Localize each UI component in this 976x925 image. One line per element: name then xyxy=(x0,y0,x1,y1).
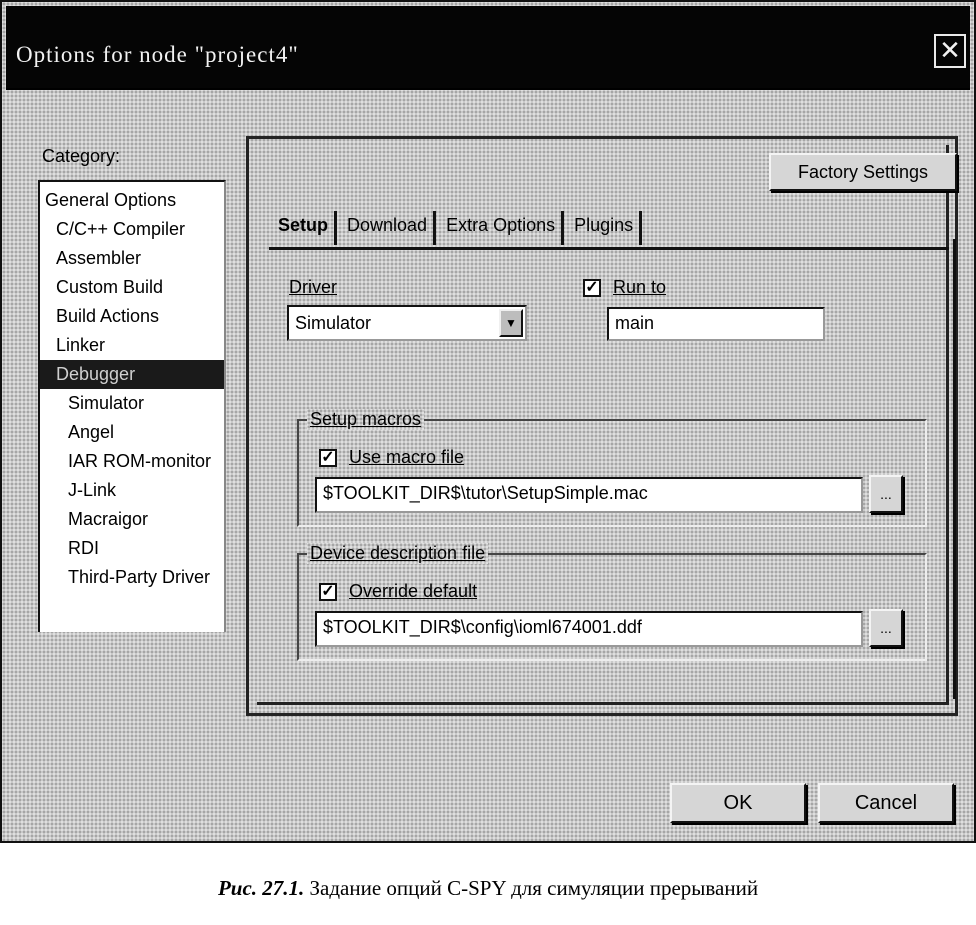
setup-macros-group xyxy=(297,409,927,527)
macro-browse-button[interactable]: ... xyxy=(869,475,903,513)
category-item-third-party-driver[interactable]: Third-Party Driver xyxy=(68,567,211,587)
category-item-simulator[interactable]: Simulator xyxy=(68,393,145,413)
category-item-linker[interactable]: Linker xyxy=(56,335,106,355)
caption-text: Задание опций C-SPY для симуляции прерываний xyxy=(309,876,759,900)
dialog-body xyxy=(6,88,970,837)
category-item-angel[interactable]: Angel xyxy=(68,422,115,442)
device-description-group xyxy=(297,543,927,661)
factory-settings-button[interactable]: Factory Settings xyxy=(769,153,957,191)
category-item-debugger[interactable]: Debugger xyxy=(40,360,224,389)
ddf-file-input[interactable]: $TOOLKIT_DIR$\config\ioml674001.ddf xyxy=(315,611,863,647)
category-item-build-actions[interactable]: Build Actions xyxy=(56,306,160,326)
macro-file-input[interactable]: $TOOLKIT_DIR$\tutor\SetupSimple.mac xyxy=(315,477,863,513)
device-description-title: Device description file xyxy=(307,543,488,564)
tab-download[interactable]: Download xyxy=(342,211,436,245)
dialog-title: Options for node "project4" xyxy=(16,42,299,67)
driver-select-value: Simulator xyxy=(295,313,372,333)
use-macro-checkbox[interactable]: ✓ xyxy=(319,449,337,467)
caption-figure-number: Рис. 27.1. xyxy=(217,876,305,900)
category-item-assembler[interactable]: Assembler xyxy=(56,248,142,268)
driver-select[interactable] xyxy=(287,305,527,341)
ok-button[interactable]: OK xyxy=(670,783,806,823)
title-bar[interactable] xyxy=(6,6,970,90)
override-default-checkbox[interactable]: ✓ xyxy=(319,583,337,601)
category-item-iar-rom-monitor[interactable]: IAR ROM-monitor xyxy=(68,451,212,471)
tab-strip-divider xyxy=(269,247,949,250)
run-to-label: Run to xyxy=(613,277,667,297)
category-item-rdi[interactable]: RDI xyxy=(68,538,99,558)
tab-strip xyxy=(273,211,647,245)
category-item-custom-build[interactable]: Custom Build xyxy=(56,277,164,297)
close-icon[interactable]: ✕ xyxy=(934,34,966,68)
tab-plugins[interactable]: Plugins xyxy=(569,211,642,245)
use-macro-label: Use macro file xyxy=(349,447,465,467)
figure-caption xyxy=(0,876,976,901)
override-default-label: Override default xyxy=(349,581,478,601)
cancel-button[interactable]: Cancel xyxy=(818,783,954,823)
ddf-browse-button[interactable]: ... xyxy=(869,609,903,647)
tab-setup[interactable]: Setup xyxy=(273,211,337,245)
category-item-c-c-compiler[interactable]: C/C++ Compiler xyxy=(56,219,186,239)
category-item-general-options[interactable]: General Options xyxy=(45,190,177,210)
category-label: Category: xyxy=(42,146,121,166)
chevron-down-icon[interactable]: ▼ xyxy=(499,309,523,337)
category-list[interactable] xyxy=(38,180,226,632)
panel-edge xyxy=(953,239,956,699)
settings-panel xyxy=(246,136,958,716)
tab-extra-options[interactable]: Extra Options xyxy=(441,211,564,245)
driver-label: Driver xyxy=(289,277,337,297)
category-item-macraigor[interactable]: Macraigor xyxy=(68,509,149,529)
setup-macros-title: Setup macros xyxy=(307,409,424,430)
category-item-j-link[interactable]: J-Link xyxy=(68,480,117,500)
run-to-checkbox[interactable]: ✓ xyxy=(583,279,601,297)
run-to-input[interactable]: main xyxy=(607,307,825,341)
